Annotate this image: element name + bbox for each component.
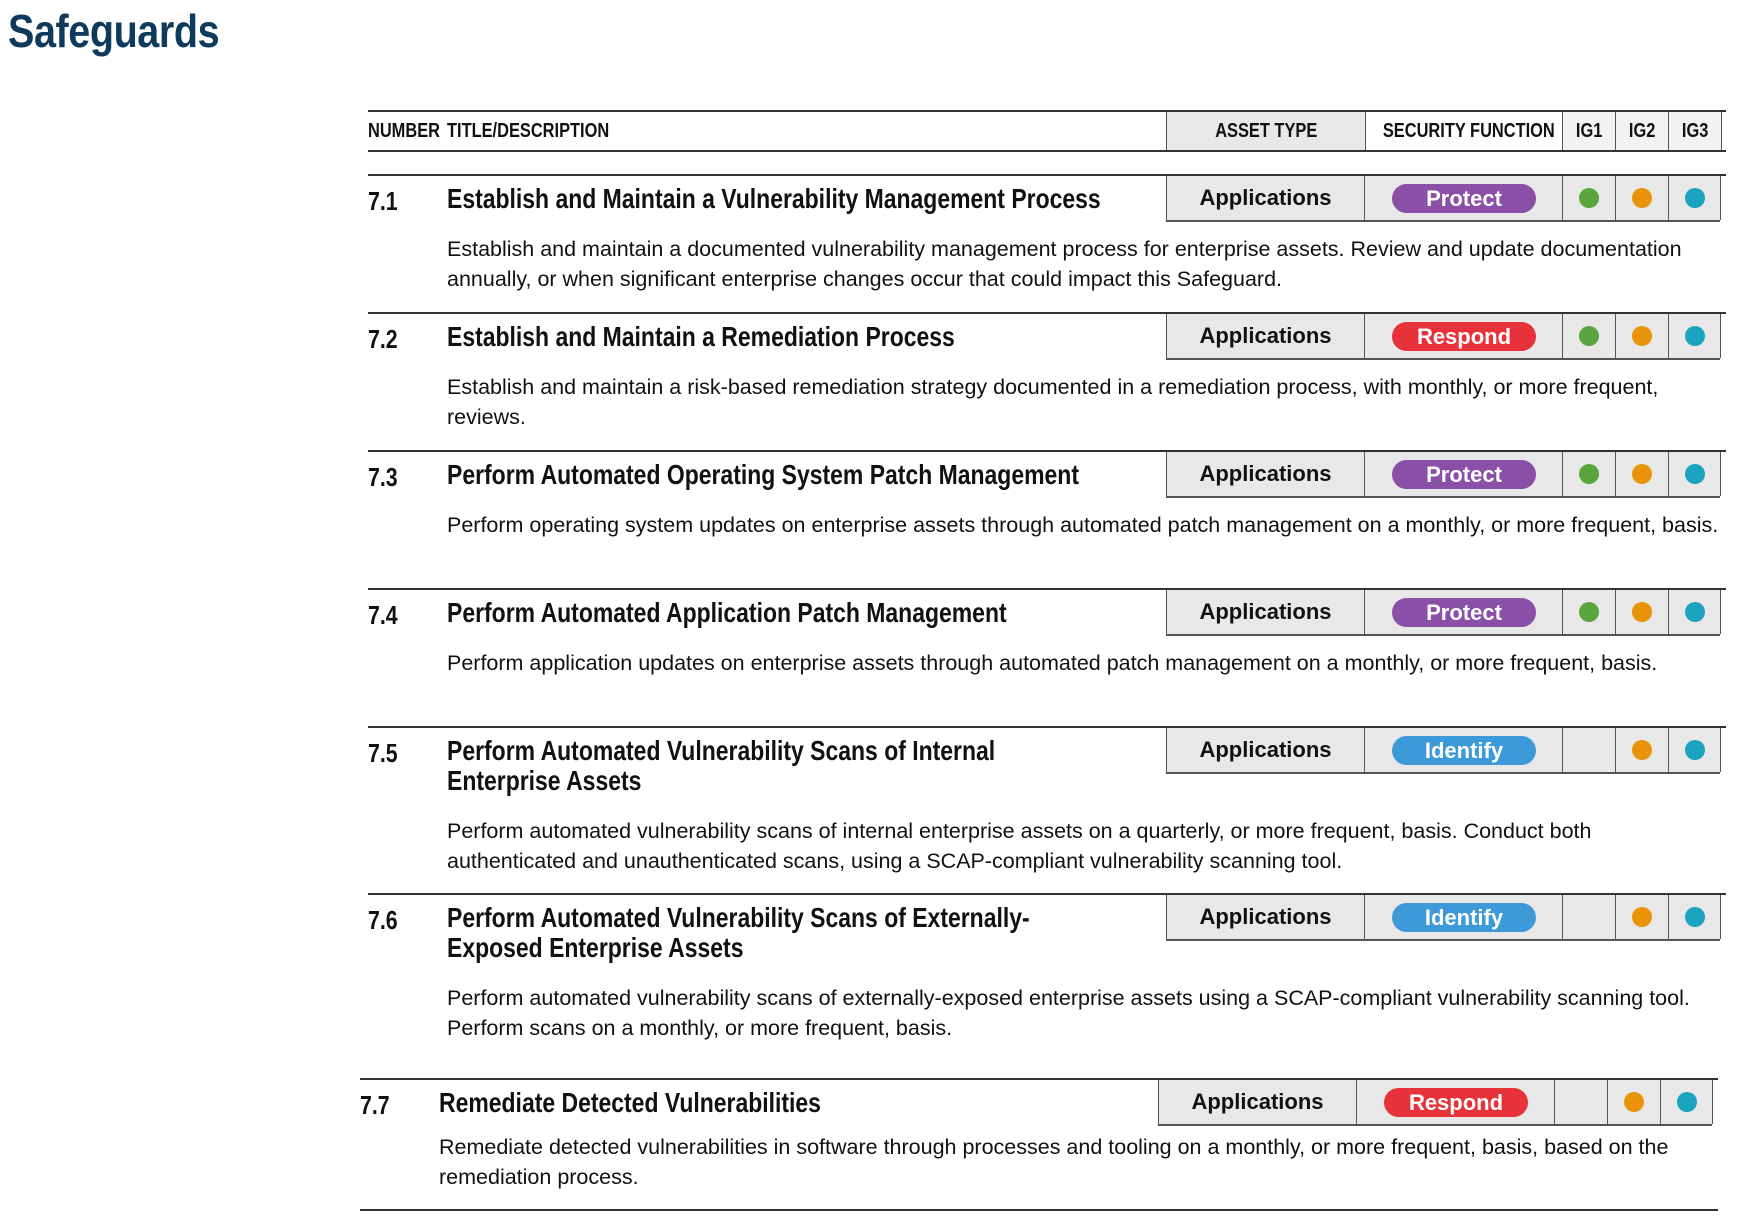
security-function-cell xyxy=(1364,728,1562,772)
ig3-cell xyxy=(1668,452,1721,496)
safeguard-attributes xyxy=(1158,1080,1712,1126)
ig1-cell xyxy=(1562,452,1615,496)
asset-type-cell: Applications xyxy=(1166,895,1364,939)
ig2-cell xyxy=(1615,590,1668,634)
asset-type-cell: Applications xyxy=(1158,1080,1356,1124)
safeguard-description: Perform automated vulnerability scans of externally-exposed enterprise assets using a SCAP-compliant vulnerability scanning tool. Perform scans on a monthly, or more frequent, basis. xyxy=(447,986,1690,1040)
header-ig3: IG3 xyxy=(1668,112,1722,150)
safeguard-number: 7.4 xyxy=(368,600,398,630)
safeguard-number: 7.6 xyxy=(368,905,398,935)
safeguard-description: Establish and maintain a risk-based remediation strategy documented in a remediation process, with monthly, or more frequent, reviews. xyxy=(447,375,1659,429)
safeguard-row xyxy=(368,450,1726,590)
header-title-description: TITLE/DESCRIPTION xyxy=(447,120,610,142)
safeguard-description: Perform application updates on enterprise assets through automated patch management on a monthly, or more frequent, basis. xyxy=(447,651,1658,675)
ig1-cell xyxy=(1562,895,1615,939)
ig3-dot-icon xyxy=(1685,464,1705,484)
ig1-cell xyxy=(1562,728,1615,772)
header-ig2: IG2 xyxy=(1615,112,1668,150)
security-function-badge: Identify xyxy=(1392,736,1536,765)
ig1-dot-icon xyxy=(1579,188,1599,208)
ig1-dot-icon xyxy=(1579,326,1599,346)
safeguard-attributes xyxy=(1166,728,1720,774)
ig3-dot-icon xyxy=(1685,740,1705,760)
safeguard-attributes xyxy=(1166,314,1720,360)
safeguard-number: 7.1 xyxy=(368,186,398,216)
safeguard-row xyxy=(368,588,1726,728)
safeguard-row xyxy=(368,893,1726,1062)
header-ig1: IG1 xyxy=(1562,112,1615,150)
ig1-cell xyxy=(1562,176,1615,220)
safeguard-row xyxy=(360,1078,1718,1220)
ig2-dot-icon xyxy=(1632,188,1652,208)
safeguard-number: 7.2 xyxy=(368,324,398,354)
ig2-dot-icon xyxy=(1632,326,1652,346)
ig3-dot-icon xyxy=(1685,326,1705,346)
safeguard-title: Establish and Maintain a Vulnerability Management Process xyxy=(447,183,1101,214)
ig3-cell xyxy=(1668,176,1721,220)
ig3-dot-icon xyxy=(1685,188,1705,208)
security-function-cell xyxy=(1364,452,1562,496)
safeguard-number: 7.5 xyxy=(368,738,398,768)
ig2-dot-icon xyxy=(1632,464,1652,484)
safeguard-title: Remediate Detected Vulnerabilities xyxy=(439,1087,821,1118)
ig2-cell xyxy=(1607,1080,1660,1124)
asset-type-cell: Applications xyxy=(1166,176,1364,220)
table-header xyxy=(368,110,1726,152)
security-function-badge: Protect xyxy=(1392,460,1536,489)
ig2-dot-icon xyxy=(1632,602,1652,622)
ig3-cell xyxy=(1668,728,1721,772)
page-title: Safeguards xyxy=(8,5,220,57)
ig1-cell xyxy=(1562,314,1615,358)
ig2-cell xyxy=(1615,314,1668,358)
security-function-cell xyxy=(1364,590,1562,634)
security-function-cell xyxy=(1364,895,1562,939)
security-function-cell xyxy=(1364,176,1562,220)
ig1-cell xyxy=(1562,590,1615,634)
asset-type-cell: Applications xyxy=(1166,728,1364,772)
safeguard-description: Perform operating system updates on enterprise assets through automated patch management on a monthly, or more frequent, basis. xyxy=(447,513,1719,537)
safeguard-description: Perform automated vulnerability scans of internal enterprise assets on a quarterly, or more frequent, basis. Conduct both authenticated and unauthenticated scans, using a SCAP-compliant vulnerability scanning tool. xyxy=(447,819,1592,873)
safeguard-number: 7.3 xyxy=(368,462,398,492)
security-function-badge: Protect xyxy=(1392,184,1536,213)
ig2-cell xyxy=(1615,728,1668,772)
ig3-dot-icon xyxy=(1685,602,1705,622)
asset-type-cell: Applications xyxy=(1166,314,1364,358)
safeguard-title: Perform Automated Vulnerability Scans of Externally-Exposed Enterprise Assets xyxy=(447,902,1030,963)
safeguard-attributes xyxy=(1166,176,1720,222)
ig3-cell xyxy=(1668,314,1721,358)
security-function-badge: Identify xyxy=(1392,903,1536,932)
security-function-cell xyxy=(1364,314,1562,358)
ig2-cell xyxy=(1615,176,1668,220)
safeguard-number: 7.7 xyxy=(360,1090,390,1120)
security-function-badge: Respond xyxy=(1384,1088,1528,1117)
ig2-dot-icon xyxy=(1632,740,1652,760)
ig2-cell xyxy=(1615,452,1668,496)
ig2-dot-icon xyxy=(1624,1092,1644,1112)
header-number: NUMBER xyxy=(368,120,440,142)
safeguard-title: Perform Automated Vulnerability Scans of Internal Enterprise Assets xyxy=(447,735,996,796)
ig3-cell xyxy=(1668,590,1721,634)
security-function-badge: Protect xyxy=(1392,598,1536,627)
safeguard-attributes xyxy=(1166,895,1720,941)
asset-type-cell: Applications xyxy=(1166,590,1364,634)
ig2-dot-icon xyxy=(1632,907,1652,927)
header-security-function: SECURITY FUNCTION xyxy=(1382,120,1555,142)
safeguards-table xyxy=(360,110,1726,1189)
ig3-cell xyxy=(1660,1080,1713,1124)
safeguard-row xyxy=(368,174,1726,314)
ig1-dot-icon xyxy=(1579,602,1599,622)
safeguard-description: Remediate detected vulnerabilities in software through processes and tooling on a monthly, or more frequent, basis, based on the remediation process. xyxy=(439,1135,1669,1189)
ig1-cell xyxy=(1554,1080,1607,1124)
safeguard-row xyxy=(368,726,1726,895)
ig2-cell xyxy=(1615,895,1668,939)
security-function-cell xyxy=(1356,1080,1554,1124)
safeguard-title: Perform Automated Application Patch Management xyxy=(447,597,1007,628)
safeguard-description: Establish and maintain a documented vulnerability management process for enterprise assets. Review and update documentation annually, or when significant enterprise changes occur that could impact this Safeguard. xyxy=(447,237,1682,291)
ig3-dot-icon xyxy=(1677,1092,1697,1112)
safeguard-attributes xyxy=(1166,452,1720,498)
ig3-dot-icon xyxy=(1685,907,1705,927)
security-function-badge: Respond xyxy=(1392,322,1536,351)
safeguard-title: Perform Automated Operating System Patch Management xyxy=(447,459,1079,490)
ig1-dot-icon xyxy=(1579,464,1599,484)
ig3-cell xyxy=(1668,895,1721,939)
header-asset-type: ASSET TYPE xyxy=(1166,112,1366,150)
bottom-divider xyxy=(360,1209,1718,1211)
asset-type-cell: Applications xyxy=(1166,452,1364,496)
safeguard-row xyxy=(368,312,1726,452)
safeguard-title: Establish and Maintain a Remediation Process xyxy=(447,321,955,352)
safeguard-attributes xyxy=(1166,590,1720,636)
